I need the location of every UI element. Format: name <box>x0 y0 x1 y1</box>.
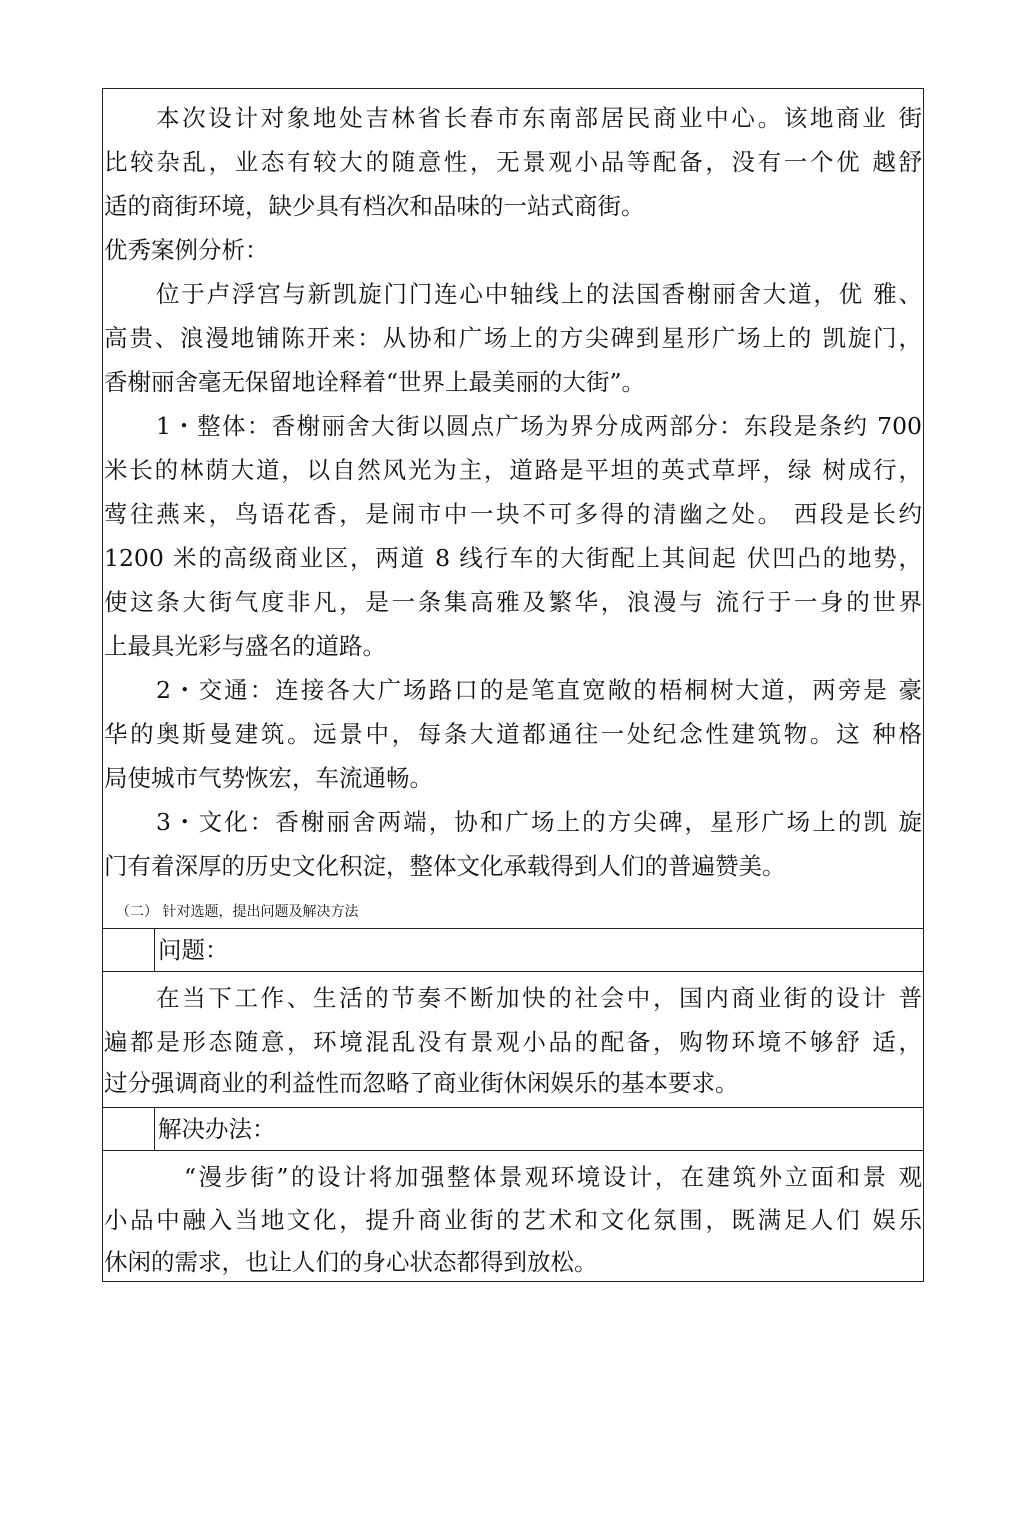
point1-line: 1200 米的高级商业区，两道 8 线行车的大街配上其间起 伏凹凸的地势， <box>104 544 922 572</box>
case-intro-line: 高贵、浪漫地铺陈开来：从协和广场上的方尖碑到星形广场上的 凯旋门， <box>104 324 922 352</box>
solution-line: “漫步街”的设计将加强整体景观环境设计，在建筑外立面和景 观 <box>184 1163 922 1191</box>
point3-line: 门有着深厚的历史文化积淀，整体文化承载得到人们的普遍赞美。 <box>104 852 786 880</box>
intro-line: 适的商街环境，缺少具有档次和品味的一站式商街。 <box>104 192 645 220</box>
table-rule <box>102 1150 924 1151</box>
point3-line: 3・文化：香榭丽舍两端，协和广场上的方尖碑，星形广场上的凯 旋 <box>156 808 922 836</box>
intro-line: 本次设计对象地处吉林省长春市东南部居民商业中心。该地商业 街 <box>156 104 922 132</box>
case-intro-line: 位于卢浮宫与新凯旋门门连心中轴线上的法国香榭丽舍大道，优 雅、 <box>156 280 922 308</box>
point1-line: 莺往燕来，鸟语花香，是闹市中一块不可多得的清幽之处。 西段是长约 <box>104 500 922 528</box>
case-heading: 优秀案例分析： <box>104 236 269 264</box>
table-rule <box>154 928 155 971</box>
point1-line: 米长的林荫大道，以自然风光为主，道路是平坦的英式草坪，绿 树成行， <box>104 456 922 484</box>
solution-label: 解决办法： <box>158 1115 276 1143</box>
point1-line: 使这条大街气度非凡，是一条集高雅及繁华，浪漫与 流行于一身的世界 <box>104 588 922 616</box>
point2-line: 局使城市气势恢宏，车流通畅。 <box>104 764 433 792</box>
table-rule <box>102 928 924 929</box>
table-rule <box>102 971 924 972</box>
solution-line: 休闲的需求，也让人们的身心状态都得到放松。 <box>104 1248 598 1276</box>
table-rule <box>102 1107 924 1108</box>
solution-line: 小品中融入当地文化，提升商业街的艺术和文化氛围，既满足人们 娱乐 <box>104 1206 922 1234</box>
intro-line: 比较杂乱，业态有较大的随意性，无景观小品等配备，没有一个优 越舒 <box>104 148 922 176</box>
problem-line: 遍都是形态随意，环境混乱没有景观小品的配备，购物环境不够舒 适， <box>104 1028 922 1056</box>
problem-label: 问题： <box>158 936 229 964</box>
point1-line: 上最具光彩与盛名的道路。 <box>104 632 386 660</box>
case-intro-line: 香榭丽舍毫无保留地诠释着“世界上最美丽的大街”。 <box>104 368 646 396</box>
point2-line: 2・交通：连接各大广场路口的是笔直宽敞的梧桐树大道，两旁是 豪 <box>156 676 922 704</box>
point1-line: 1・整体：香榭丽舍大街以圆点广场为界分成两部分：东段是条约 700 <box>156 412 922 440</box>
problem-line: 在当下工作、生活的节奏不断加快的社会中，国内商业街的设计 普 <box>156 984 922 1012</box>
table-rule <box>154 1107 155 1150</box>
point2-line: 华的奥斯曼建筑。远景中，每条大道都通往一处纪念性建筑物。这 种格 <box>104 720 922 748</box>
section2-heading: （二） 针对选题，提出问题及解决方法 <box>116 904 359 920</box>
problem-line: 过分强调商业的利益性而忽略了商业街休闲娱乐的基本要求。 <box>104 1069 739 1097</box>
